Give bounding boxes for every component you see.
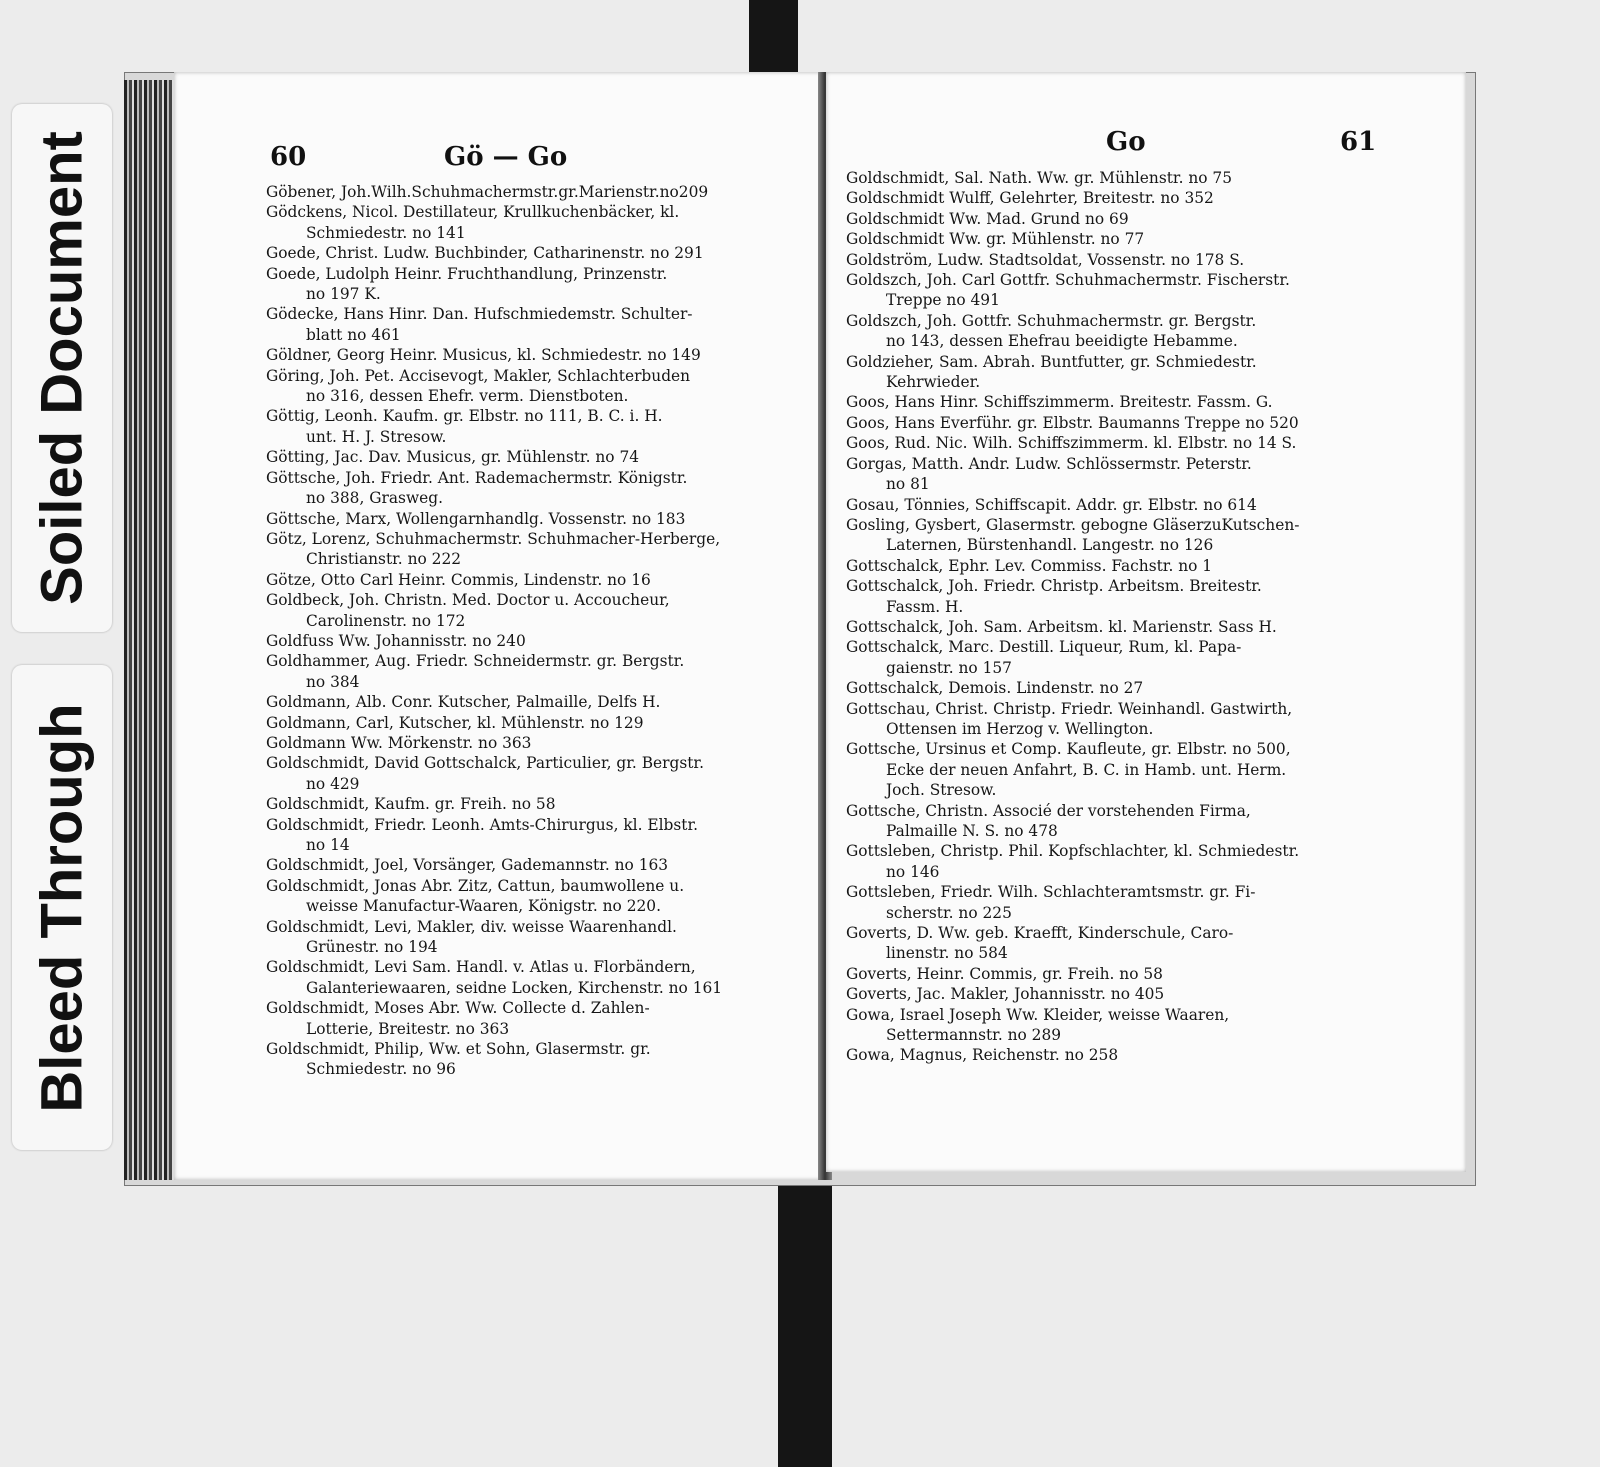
left-page-number: 60 (270, 142, 307, 172)
directory-entry (266, 468, 722, 509)
directory-entry (266, 957, 722, 998)
entry-line: Goldschmidt, David Gottschalck, Particulier, gr. Bergstr. (266, 754, 704, 773)
right-entry-list (846, 168, 1299, 1066)
right-page-number: 61 (1340, 127, 1377, 157)
entry-continuation-line: Settermannstr. no 289 (886, 1026, 1062, 1045)
directory-entry (266, 733, 722, 753)
entry-line: Goldschmidt, Friedr. Leonh. Amts-Chirurgus, kl. Elbstr. (266, 815, 699, 834)
entry-line: Gottschalck, Joh. Sam. Arbeitsm. kl. Marienstr. Sass H. (846, 617, 1277, 636)
directory-entry (266, 713, 722, 733)
directory-entry (846, 1045, 1299, 1065)
entry-line: Gottschau, Christ. Christp. Friedr. Weinhandl. Gastwirth, (846, 699, 1293, 718)
entry-line: Gottsche, Christn. Associé der vorstehenden Firma, (846, 801, 1251, 820)
directory-entry (846, 392, 1299, 412)
directory-entry (266, 509, 722, 529)
entry-continuation-line: Grünestr. no 194 (306, 938, 438, 957)
directory-entry (846, 209, 1299, 229)
entry-line: Goldschmidt Ww. Mad. Grund no 69 (846, 209, 1129, 228)
right-running-head: Go (1106, 127, 1146, 157)
left-page (174, 72, 824, 1180)
entry-continuation-line: blatt no 461 (306, 325, 401, 344)
entry-continuation-line: gaienstr. no 157 (886, 658, 1012, 677)
directory-entry (846, 617, 1299, 637)
entry-continuation-line: no 429 (306, 774, 360, 793)
directory-entry (266, 182, 722, 202)
directory-entry (846, 433, 1299, 453)
entry-line: Goldschmidt, Kaufm. gr. Freih. no 58 (266, 795, 556, 814)
directory-entry (846, 495, 1299, 515)
directory-entry (266, 345, 722, 365)
entry-continuation-line: Schmiedestr. no 96 (306, 1060, 456, 1079)
directory-entry (846, 454, 1299, 495)
left-entry-list (266, 182, 722, 1080)
entry-continuation-line: Fassm. H. (886, 597, 964, 616)
entry-line: Goverts, Jac. Makler, Johannisstr. no 405 (846, 985, 1165, 1004)
directory-entry (846, 984, 1299, 1004)
directory-entry (266, 855, 722, 875)
directory-entry (266, 998, 722, 1039)
entry-line: Göldner, Georg Heinr. Musicus, kl. Schmiedestr. no 149 (266, 346, 701, 365)
directory-entry (266, 529, 722, 570)
directory-entry (266, 651, 722, 692)
entry-line: Gottsleben, Christp. Phil. Kopfschlachter, kl. Schmiedestr. (846, 842, 1300, 861)
entry-line: Goldszch, Joh. Carl Gottfr. Schuhmachermstr. Fischerstr. (846, 271, 1290, 290)
entry-line: Goldfuss Ww. Johannisstr. no 240 (266, 631, 526, 650)
entry-continuation-line: Laternen, Bürstenhandl. Langestr. no 126 (886, 536, 1214, 555)
soiled-document-label (12, 104, 112, 632)
entry-continuation-line: Christianstr. no 222 (306, 550, 462, 569)
entry-continuation-line: no 146 (886, 862, 940, 881)
entry-line: Goldschmidt, Philip, Ww. et Sohn, Glasermstr. gr. (266, 1040, 651, 1059)
entry-line: Goldschmidt, Sal. Nath. Ww. gr. Mühlenstr. no 75 (846, 169, 1233, 187)
entry-continuation-line: no 14 (306, 836, 350, 854)
entry-line: Gödecke, Hans Hinr. Dan. Hufschmiedemstr. Schulter- (266, 305, 693, 324)
entry-continuation-line: Lotterie, Breitestr. no 363 (306, 1019, 510, 1038)
directory-entry (846, 739, 1299, 800)
directory-entry (846, 841, 1299, 882)
entry-continuation-line: Treppe no 491 (886, 291, 1000, 310)
directory-entry (846, 188, 1299, 208)
entry-line: Göbener, Joh.Wilh.Schuhmachermstr.gr.Marienstr.no209 (266, 183, 709, 201)
entry-line: Göttsche, Marx, Wollengarnhandlg. Vossenstr. no 183 (266, 509, 686, 528)
entry-line: Goos, Rud. Nic. Wilh. Schiffszimmerm. kl. Elbstr. no 14 S. (846, 434, 1297, 453)
directory-entry (266, 202, 722, 243)
entry-line: Goldmann, Alb. Conr. Kutscher, Palmaille, Delfs H. (266, 693, 661, 712)
entry-line: Gottsleben, Friedr. Wilh. Schlachteramtsmstr. gr. Fi- (846, 883, 1256, 902)
directory-entry (846, 413, 1299, 433)
directory-entry (266, 264, 722, 305)
directory-entry (846, 678, 1299, 698)
entry-line: Goede, Christ. Ludw. Buchbinder, Catharinenstr. no 291 (266, 244, 704, 263)
entry-continuation-line: Ecke der neuen Anfahrt, B. C. in Hamb. unt. Herm. (886, 760, 1287, 779)
directory-entry (266, 692, 722, 712)
entry-continuation-line: no 81 (886, 475, 930, 494)
bleed-through-text: Bleed Through (29, 702, 95, 1113)
top-binding-strip (749, 0, 798, 82)
directory-entry (846, 250, 1299, 270)
directory-entry (266, 876, 722, 917)
entry-continuation-line: Joch. Stresow. (886, 781, 997, 800)
right-page (826, 72, 1466, 1172)
entry-line: Gorgas, Matth. Andr. Ludw. Schlössermstr. Peterstr. (846, 454, 1252, 473)
entry-line: Gottschalck, Joh. Friedr. Christp. Arbeitsm. Breitestr. (846, 577, 1262, 596)
entry-line: Goldschmidt, Levi, Makler, div. weisse Waarenhandl. (266, 917, 677, 936)
directory-entry (266, 815, 722, 856)
entry-line: Götze, Otto Carl Heinr. Commis, Lindenstr. no 16 (266, 570, 651, 589)
directory-entry (266, 570, 722, 590)
entry-continuation-line: Ottensen im Herzog v. Wellington. (886, 719, 1154, 738)
directory-entry (846, 311, 1299, 352)
entry-line: Goldzieher, Sam. Abrah. Buntfutter, gr. Schmiedestr. (846, 352, 1257, 371)
directory-entry (266, 753, 722, 794)
entry-continuation-line: Carolinenstr. no 172 (306, 611, 466, 630)
entry-line: Gottschalck, Demois. Lindenstr. no 27 (846, 679, 1144, 698)
entry-continuation-line: no 316, dessen Ehefr. verm. Dienstboten. (306, 387, 629, 406)
book-spine-edge (124, 80, 174, 1180)
entry-continuation-line: Palmaille N. S. no 478 (886, 822, 1058, 840)
directory-entry (846, 801, 1299, 842)
entry-continuation-line: no 388, Grasweg. (306, 489, 443, 508)
entry-continuation-line: no 384 (306, 672, 360, 691)
directory-entry (846, 556, 1299, 576)
entry-line: Gottschalck, Ephr. Lev. Commiss. Fachstr. no 1 (846, 556, 1213, 575)
directory-entry (266, 366, 722, 407)
directory-entry (266, 917, 722, 958)
entry-continuation-line: weisse Manufactur-Waaren, Königstr. no 220. (306, 897, 661, 916)
left-running-head: Gö — Go (444, 142, 568, 172)
entry-continuation-line: Galanteriewaaren, seidne Locken, Kirchenstr. no 161 (306, 978, 723, 997)
soiled-document-text: Soiled Document (29, 131, 95, 605)
entry-line: Goldschmidt, Joel, Vorsänger, Gademannstr. no 163 (266, 856, 669, 875)
entry-line: Goldhammer, Aug. Friedr. Schneidermstr. gr. Bergstr. (266, 652, 685, 671)
directory-entry (266, 631, 722, 651)
directory-entry (266, 794, 722, 814)
entry-line: Götz, Lorenz, Schuhmachermstr. Schuhmacher-Herberge, (266, 529, 721, 548)
bleed-through-label (12, 665, 112, 1150)
directory-entry (266, 304, 722, 345)
entry-line: Goverts, D. Ww. geb. Kraefft, Kinderschule, Caro- (846, 924, 1234, 943)
entry-continuation-line: scherstr. no 225 (886, 903, 1012, 922)
entry-continuation-line: unt. H. J. Stresow. (306, 427, 447, 446)
entry-line: Gowa, Israel Joseph Ww. Kleider, weisse Waaren, (846, 1005, 1230, 1024)
directory-entry (846, 923, 1299, 964)
entry-line: Gosau, Tönnies, Schiffscapit. Addr. gr. Elbstr. no 614 (846, 495, 1257, 514)
directory-entry (846, 699, 1299, 740)
directory-entry (266, 590, 722, 631)
directory-entry (846, 168, 1299, 188)
entry-line: Goldmann Ww. Mörkenstr. no 363 (266, 733, 532, 752)
entry-line: Goldbeck, Joh. Christn. Med. Doctor u. Accoucheur, (266, 591, 670, 610)
entry-line: Goldschmidt, Jonas Abr. Zitz, Cattun, baumwollene u. (266, 876, 685, 895)
entry-line: Goldström, Ludw. Stadtsoldat, Vossenstr. no 178 S. (846, 250, 1245, 269)
entry-line: Gowa, Magnus, Reichenstr. no 258 (846, 1046, 1119, 1065)
entry-line: Goldschmidt Wulff, Gelehrter, Breitestr. no 352 (846, 189, 1214, 208)
directory-entry (266, 243, 722, 263)
entry-line: Goos, Hans Hinr. Schiffszimmerm. Breitestr. Fassm. G. (846, 393, 1273, 412)
directory-entry (846, 576, 1299, 617)
entry-line: Göttig, Leonh. Kaufm. gr. Elbstr. no 111, B. C. i. H. (266, 407, 663, 426)
directory-entry (846, 964, 1299, 984)
entry-line: Goldszch, Joh. Gottfr. Schuhmachermstr. gr. Bergstr. (846, 311, 1257, 330)
entry-line: Gottsche, Ursinus et Comp. Kaufleute, gr. Elbstr. no 500, (846, 740, 1291, 759)
entry-line: Göttsche, Joh. Friedr. Ant. Rademachermstr. Königstr. (266, 468, 688, 487)
directory-entry (846, 637, 1299, 678)
entry-line: Goede, Ludolph Heinr. Fruchthandlung, Prinzenstr. (266, 264, 668, 283)
directory-entry (846, 1005, 1299, 1046)
entry-line: Goldschmidt, Levi Sam. Handl. v. Atlas u. Florbändern, (266, 958, 696, 977)
entry-line: Gödckens, Nicol. Destillateur, Krullkuchenbäcker, kl. (266, 203, 680, 222)
entry-line: Goldschmidt Ww. gr. Mühlenstr. no 77 (846, 230, 1145, 249)
entry-line: Goverts, Heinr. Commis, gr. Freih. no 58 (846, 964, 1163, 983)
entry-line: Gottschalck, Marc. Destill. Liqueur, Rum, kl. Papa- (846, 638, 1242, 657)
entry-continuation-line: linenstr. no 584 (886, 944, 1008, 963)
directory-entry (846, 882, 1299, 923)
entry-line: Goos, Hans Everführ. gr. Elbstr. Baumanns Treppe no 520 (846, 413, 1299, 432)
directory-entry (846, 270, 1299, 311)
entry-continuation-line: Kehrwieder. (886, 373, 981, 392)
bottom-binding-strip (778, 1175, 832, 1467)
directory-entry (266, 406, 722, 447)
entry-line: Goldschmidt, Moses Abr. Ww. Collecte d. Zahlen- (266, 999, 650, 1018)
directory-entry (846, 515, 1299, 556)
entry-continuation-line: no 197 K. (306, 285, 381, 304)
entry-line: Goldmann, Carl, Kutscher, kl. Mühlenstr. no 129 (266, 713, 644, 732)
directory-entry (266, 1039, 722, 1080)
directory-entry (846, 352, 1299, 393)
entry-continuation-line: no 143, dessen Ehefrau beeidigte Hebamme. (886, 332, 1238, 351)
directory-entry (846, 229, 1299, 249)
entry-line: Göring, Joh. Pet. Accisevogt, Makler, Schlachterbuden (266, 366, 691, 385)
entry-continuation-line: Schmiedestr. no 141 (306, 223, 466, 242)
entry-line: Götting, Jac. Dav. Musicus, gr. Mühlenstr. no 74 (266, 448, 640, 467)
entry-line: Gosling, Gysbert, Glasermstr. gebogne GläserzuKutschen- (846, 515, 1300, 534)
directory-entry (266, 447, 722, 467)
